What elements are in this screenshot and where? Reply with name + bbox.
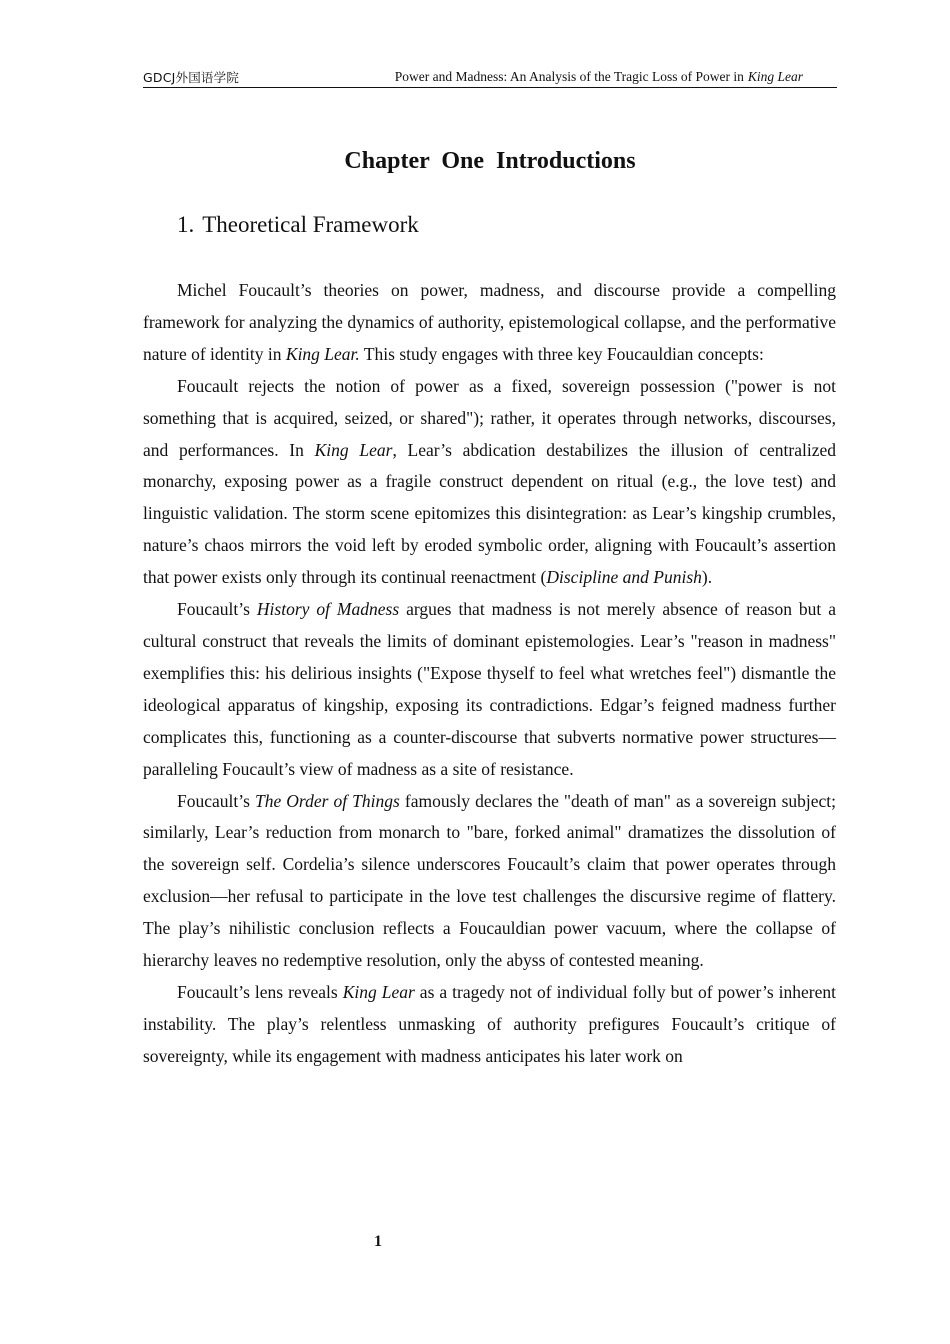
text-run: argues that madness is not merely absence of reason but a cultural construct that reveals the limits of dominant epistemologies. Lear’s "reason in madness" exemplifies this: his delirious insights ("Expose thyself to feel what wretches feel") dismantle the ideological apparatus of kingship, exposing its contradictions. Edgar’s feigned madness further complicates this, functioning as a counter-discourse that subverts normative power structures—paralleling Foucault’s view of madness as a site of resistance. (143, 599, 837, 779)
section-heading (177, 212, 419, 238)
header-title-italic: King Lear (747, 69, 803, 84)
text-run: , Lear’s abdication destabilizes the illusion of centralized monarchy, exposing power as a fragile construct dependent on ritual (e.g., the love test) and linguistic validation. The storm scene epitomizes this disintegration: as Lear’s kingship crumbles, nature’s chaos mirrors the void left by eroded symbolic order, aligning with Foucault’s assertion that power exists only through its continual reenactment ( (143, 439, 836, 588)
text-run: Foucault rejects the notion of power as a fixed, sovereign possession ("power is not something that is acquired, seized, or shared"); rather, it operates through networks, discourses, and performances. In (143, 375, 836, 460)
paragraph-1 (143, 275, 836, 371)
page-number: 1 (374, 1233, 382, 1250)
body-text (143, 275, 836, 1073)
text-run: This study engages with three key Foucauldian concepts: (359, 343, 764, 364)
italic-title: King Lear. (285, 343, 360, 364)
header-running-title (395, 69, 803, 85)
paragraph-4 (143, 786, 836, 977)
section-number: 1. (177, 212, 195, 237)
paragraph-2 (143, 371, 836, 594)
text-run: famously declares the "death of man" as a sovereign subject; similarly, Lear’s reduction from monarch to "bare, forked animal" dramatizes the dissolution of the sovereign self. Cordelia’s silence underscores Foucault’s claim that power operates through exclusion—her refusal to participate in the love test challenges the discursive regime of flattery. The play’s nihilistic conclusion reflects a Foucauldian power vacuum, where the collapse of hierarchy leaves no redemptive resolution, only the abyss of contested meaning. (143, 790, 836, 971)
text-run: as a tragedy not of individual folly but of power’s inherent instability. The play’s relentless unmasking of authority prefigures Foucault’s critique of sovereignty, while its engagement with madness anticipates his later work on (143, 981, 836, 1066)
paragraph-3 (143, 594, 836, 785)
text-run: Foucault’s (177, 790, 255, 811)
italic-title: Discipline and Punish (546, 567, 702, 588)
header-title-text: Power and Madness: An Analysis of the Tragic Loss of Power in (394, 69, 744, 84)
text-run: Michel Foucault’s theories on power, madness, and discourse provide a compelling framework for analyzing the dynamics of authority, epistemological collapse, and the performative nature of identity in (143, 280, 836, 364)
italic-title: King Lear (314, 439, 393, 460)
chapter-title: Chapter One Introductions (344, 148, 636, 174)
paragraph-5 (143, 977, 836, 1073)
text-run: Foucault’s (177, 599, 257, 620)
text-run: ). (701, 567, 713, 588)
text-run: Foucault’s lens reveals (177, 981, 343, 1002)
header-institution: GDCJ外国语学院 (143, 70, 240, 85)
italic-title: History of Madness (256, 599, 400, 620)
italic-title: The Order of Things (254, 790, 400, 811)
section-title-text: Theoretical Framework (202, 212, 419, 237)
italic-title: King Lear (342, 981, 415, 1002)
page-header (143, 67, 837, 88)
